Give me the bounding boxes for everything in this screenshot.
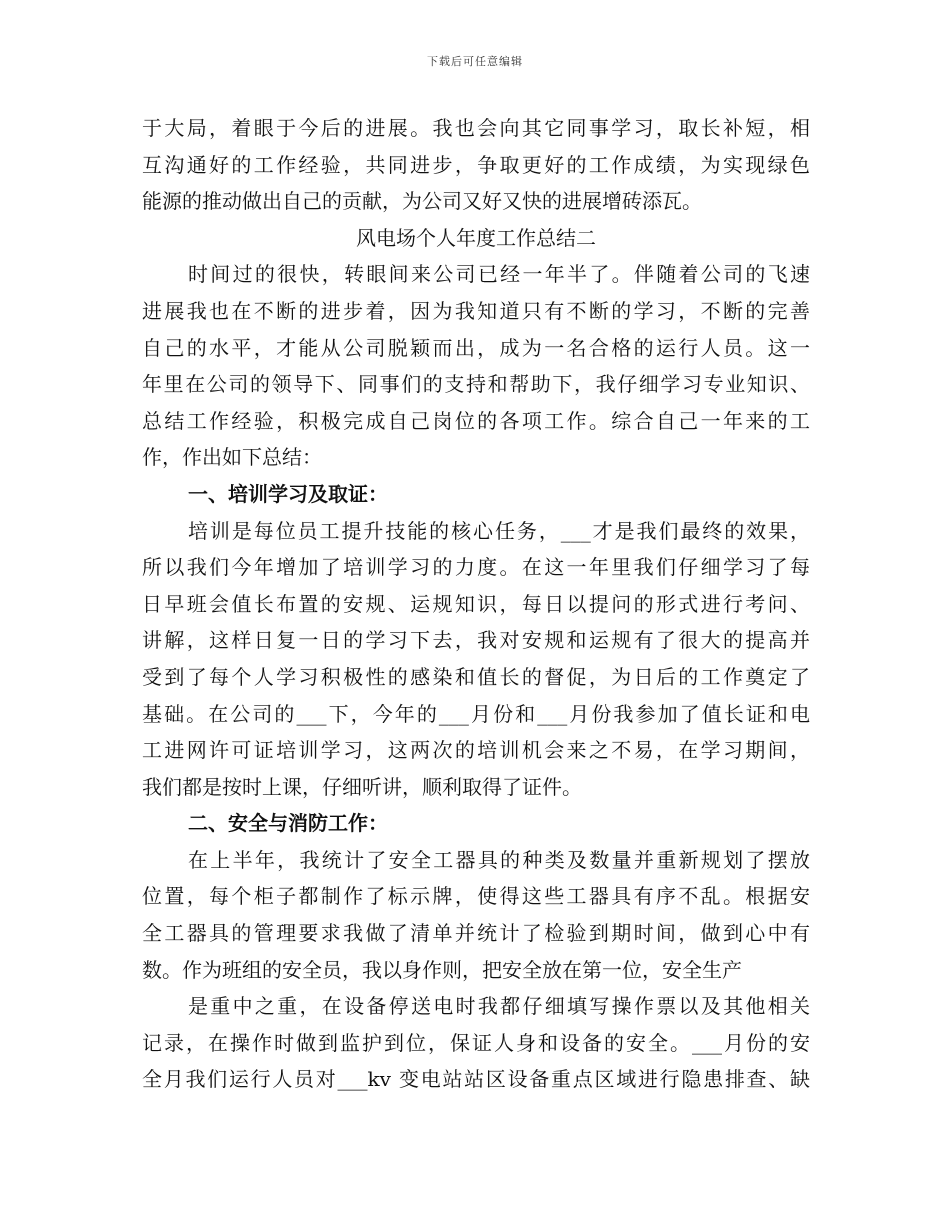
- subsection-heading: 一、培训学习及取证：: [188, 481, 388, 506]
- page-header: 下载后可任意编辑: [427, 55, 523, 68]
- paragraph-first-line: 培训是每位员工提升技能的核心任务，___才是我们最终的效果，: [188, 518, 810, 543]
- text-line: 讲解，这样日复一日的学习下去，我对安规和运规有了很大的提高并: [142, 628, 810, 653]
- text-line: 互沟通好的工作经验，共同进步，争取更好的工作成绩，为实现绿色: [142, 152, 810, 177]
- document-body: [142, 110, 810, 1098]
- text-line: 全月我们运行人员对___kv 变电站站区设备重点区域进行隐患排查、缺: [142, 1067, 810, 1092]
- text-line: 于大局，着眼于今后的进展。我也会向其它同事学习，取长补短，相: [142, 116, 810, 140]
- text-line: 工进网许可证培训学习，这两次的培训机会来之不易，在学习期间，: [142, 738, 810, 763]
- text-line: 所以我们今年增加了培训学习的力度。在这一年里我们仔细学习了每: [142, 555, 810, 580]
- text-line: 全工器具的管理要求我做了清单并统计了检验到期时间，做到心中有: [142, 921, 810, 946]
- paragraph-first-line: 时间过的很快，转眼间来公司已经一年半了。伴随着公司的飞速: [188, 262, 810, 287]
- text-line: 我们都是按时上课，仔细听讲，顺利取得了证件。: [142, 774, 582, 799]
- subsection-heading: 二、安全与消防工作：: [188, 811, 388, 836]
- text-line: 数。作为班组的安全员，我以身作则，把安全放在第一位，安全生产: [142, 957, 742, 982]
- text-line: 基础。在公司的___下，今年的___月份和___月份我参加了值长证和电: [142, 701, 810, 726]
- text-line: 作，作出如下总结：: [142, 445, 322, 470]
- text-line: 日早班会值长布置的安规、运规知识，每日以提问的形式进行考问、: [142, 591, 810, 616]
- text-line: 受到了每个人学习积极性的感染和值长的督促，为日后的工作奠定了: [142, 664, 810, 689]
- text-line: 记录，在操作时做到监护到位，保证人身和设备的安全。___月份的安: [142, 1030, 810, 1055]
- text-line: 总结工作经验，积极完成自己岗位的各项工作。综合自己一年来的工: [142, 408, 810, 433]
- text-line: 年里在公司的领导下、同事们的支持和帮助下，我仔细学习专业知识、: [142, 372, 810, 397]
- text-line: 自己的水平，才能从公司脱颖而出，成为一名合格的运行人员。这一: [142, 335, 810, 360]
- paragraph-first-line: 是重中之重，在设备停送电时我都仔细填写操作票以及其他相关: [188, 994, 810, 1019]
- text-line: 位置，每个柜子都制作了标示牌，使得这些工器具有序不乱。根据安: [142, 884, 810, 909]
- text-line: 进展我也在不断的进步着，因为我知道只有不断的学习，不断的完善: [142, 298, 810, 323]
- section-title: 风电场个人年度工作总结二: [356, 225, 596, 250]
- paragraph-first-line: 在上半年，我统计了安全工器具的种类及数量并重新规划了摆放: [188, 847, 810, 872]
- text-line: 能源的推动做出自己的贡献，为公司又好又快的进展增砖添瓦。: [142, 189, 702, 214]
